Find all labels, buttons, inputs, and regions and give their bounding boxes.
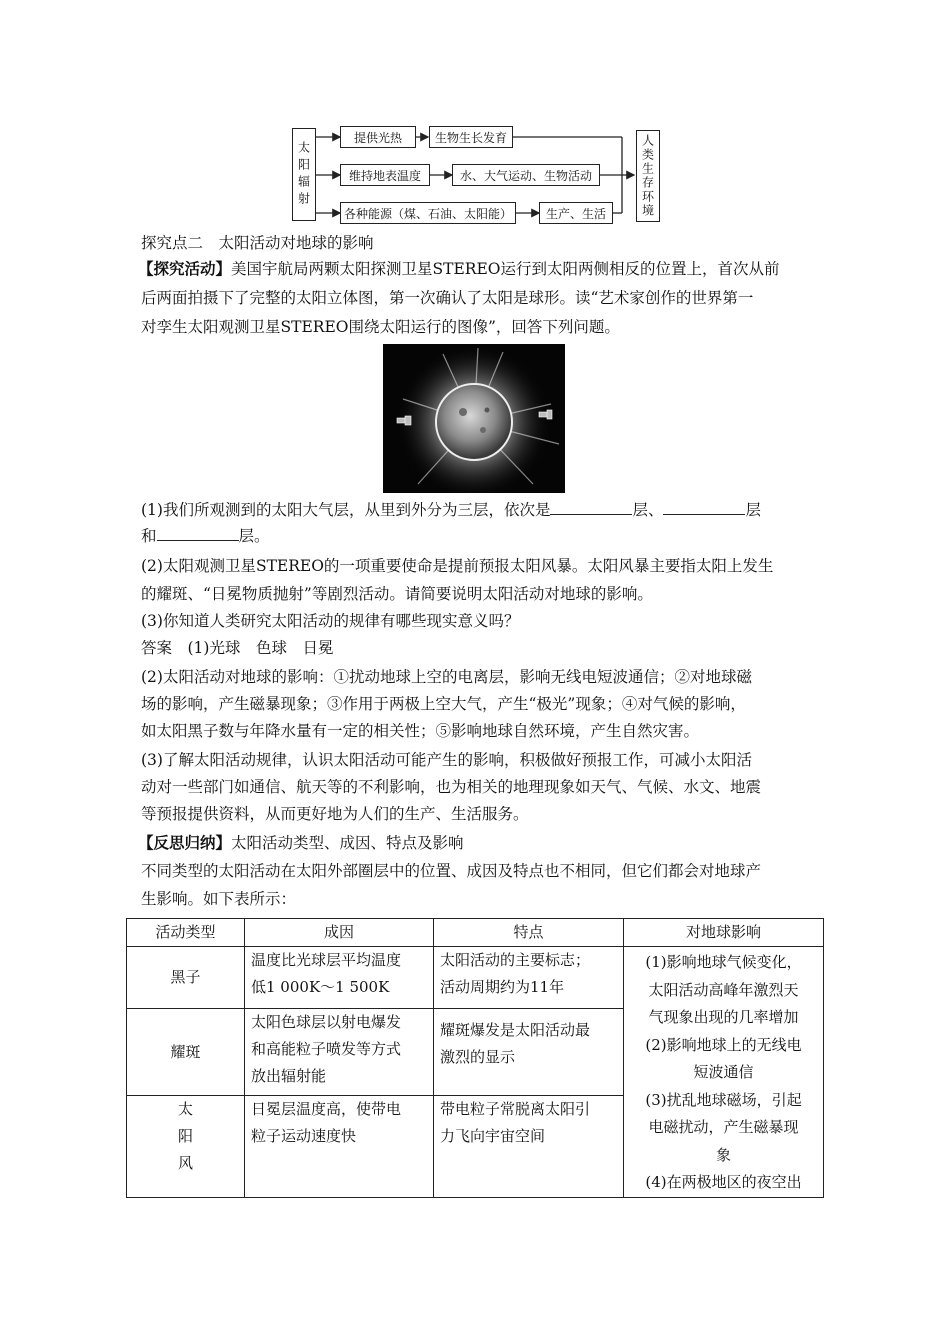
source-box: 太阳辐射 (292, 128, 316, 221)
table-row (127, 947, 824, 1009)
type-sunspot: 黑子 (127, 947, 245, 1009)
header-cause: 成因 (245, 919, 434, 947)
answer-2-line-2: 场的影响，产生磁暴现象；③作用于两极上空大气，产生“极光”现象；④对气候的影响， (141, 695, 746, 713)
intro-line-1: 不同类型的太阳活动在太阳外部圈层中的位置、成因及特点也不相同，但它们都会对地球产 (141, 862, 762, 880)
box-light-heat: 提供光热 (340, 126, 416, 148)
section-heading: 探究点二 太阳活动对地球的影响 (141, 234, 374, 252)
header-impact: 对地球影响 (624, 919, 824, 947)
activity-line-2: 后两面拍摄下了完整的太阳立体图，第一次确认了太阳是球形。读“艺术家创作的世界第一 (141, 289, 754, 307)
question-1-line-1: (1)我们所观测到的太阳大气层，从里到外分为三层，依次是 层、 层 (141, 497, 821, 523)
header-feature: 特点 (434, 919, 624, 947)
activity-line-1: 【探究活动】美国宇航局两颗太阳探测卫星STEREO运行到太阳两侧相反的位置上，首次从前 (138, 259, 780, 278)
answer-3-line-1: (3)了解太阳活动规律，认识太阳活动可能产生的影响，积极做好预报工作，可减小太阳活 (141, 751, 752, 769)
blank-1[interactable] (550, 498, 632, 515)
feature-sunspot: 太阳活动的主要标志； 活动周期约为11年 (434, 947, 624, 1009)
target-box: 人类生存环境 (636, 130, 660, 222)
impact-cell: (1)影响地球气候变化， 太阳活动高峰年激烈天 气现象出现的几率增加 (2)影响地球上的无线电 短波通信 (3)扰乱地球磁场，引起 电磁扰动，产生磁暴现 象 (4)在两极地区的夜空出 (624, 947, 824, 1198)
question-1-line-2: 和 层。 (141, 523, 821, 549)
type-solar-wind: 太 阳 风 (127, 1096, 245, 1197)
cause-solar-wind: 日冕层温度高，使带电 粒子运动速度快 (245, 1096, 434, 1197)
reflect-line: 【反思归纳】太阳活动类型、成因、特点及影响 (138, 833, 464, 852)
question-2-line-1: (2)太阳观测卫星STEREO的一项重要使命是提前预报太阳风暴。太阳风暴主要指太阳上发生 (141, 557, 774, 575)
table-header-row (127, 919, 824, 947)
feature-solar-wind: 带电粒子常脱离太阳引 力飞向宇宙空间 (434, 1096, 624, 1197)
intro-line-2: 生影响。如下表所示： (141, 890, 297, 908)
type-flare: 耀斑 (127, 1009, 245, 1096)
box-growth: 生物生长发育 (429, 126, 513, 148)
answer-3-line-2: 动对一些部门如通信、航天等的不利影响，也为相关的地理现象如天气、气候、水文、地震 (141, 778, 762, 796)
blank-3[interactable] (157, 524, 239, 541)
answer-2-line-1: (2)太阳活动对地球的影响：①扰动地球上空的电离层，影响无线电短波通信；②对地球磁 (141, 668, 752, 686)
answer-1: 答案 (1)光球 色球 日冕 (141, 639, 334, 657)
sun-stereo-image (383, 344, 565, 493)
activity-label: 【探究活动】 (138, 259, 232, 278)
header-type: 活动类型 (127, 919, 245, 947)
reflect-label: 【反思归纳】 (138, 833, 232, 852)
solar-activity-table (126, 918, 824, 1198)
box-production: 生产、生活 (539, 202, 613, 224)
feature-flare: 耀斑爆发是太阳活动最 激烈的显示 (434, 1009, 624, 1096)
box-energy: 各种能源（煤、石油、太阳能） (340, 202, 516, 224)
question-3: (3)你知道人类研究太阳活动的规律有哪些现实意义吗？ (141, 612, 520, 630)
question-2-line-2: 的耀斑、“日冕物质抛射”等剧烈活动。请简要说明太阳活动对地球的影响。 (141, 585, 653, 603)
cause-flare: 太阳色球层以射电爆发 和高能粒子喷发等方式 放出辐射能 (245, 1009, 434, 1096)
box-surface-temp: 维持地表温度 (340, 164, 430, 186)
cause-sunspot: 温度比光球层平均温度 低1 000K～1 500K (245, 947, 434, 1009)
blank-2[interactable] (663, 498, 745, 515)
box-motion: 水、大气运动、生物活动 (452, 164, 600, 186)
activity-line-3: 对孪生太阳观测卫星STEREO围绕太阳运行的图像”，回答下列问题。 (141, 318, 620, 336)
answer-3-line-3: 等预报提供资料，从而更好地为人们的生产、生活服务。 (141, 805, 529, 823)
answer-2-line-3: 如太阳黑子数与年降水量有一定的相关性；⑤影响地球自然环境，产生自然灾害。 (141, 722, 700, 740)
